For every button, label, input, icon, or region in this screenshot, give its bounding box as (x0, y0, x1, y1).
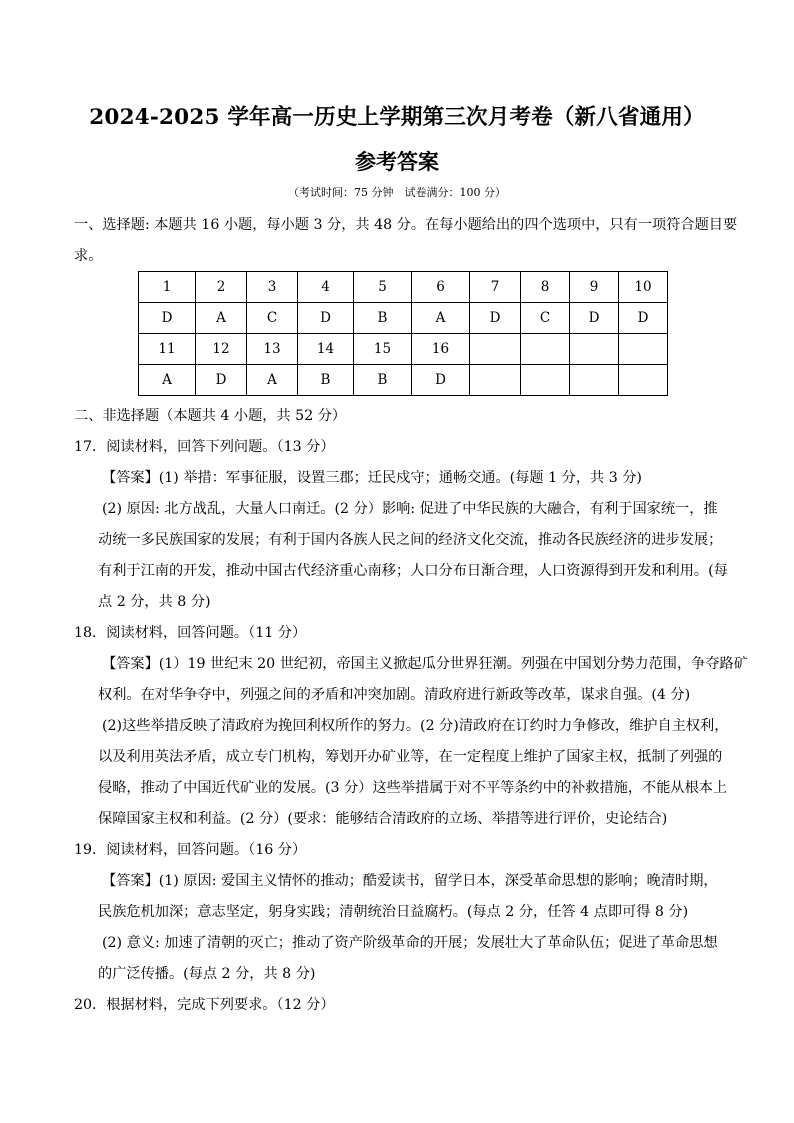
question-number-cell: 5 (354, 272, 412, 303)
question-number-cell (521, 334, 570, 365)
q18-answer-line: 保障国家主权和利益。(2 分）(要求：能够结合清政府的立场、举措等进行评价，史论结合) (98, 811, 668, 827)
question-number-cell: 14 (298, 334, 354, 365)
answer-cell: D (196, 365, 247, 396)
q17-answer-line: 【答案】(1) 举措：军事征服，设置三郡；迁民戍守；通畅交通。(每题 1 分，共 3 分) (102, 470, 642, 486)
question-number-cell (570, 334, 619, 365)
answer-cell: D (619, 303, 668, 334)
q19-question: 19．阅读材料，回答问题。（16 分） (74, 842, 307, 858)
q18-answer-line: 权利。在对华争夺中，列强之间的矛盾和冲突加剧。清政府进行新政等改革，谋求自强。(4 分) (98, 687, 691, 703)
question-number-cell: 9 (570, 272, 619, 303)
answer-table-row (139, 365, 668, 396)
answer-cell: A (139, 365, 196, 396)
q19-answer-line: 的广泛传播。(每点 2 分，共 8 分) (98, 966, 316, 982)
answer-cell: D (139, 303, 196, 334)
question-number-cell: 1 (139, 272, 196, 303)
answer-cell: D (412, 365, 470, 396)
q18-answer-line: 侵略，推动了中国近代矿业的发展。(3 分）这些举措属于对不平等条约中的补救措施，不能从根本上 (98, 780, 728, 796)
answer-cell: B (354, 365, 412, 396)
section1-intro-line: 求。 (74, 248, 103, 264)
answer-cell (619, 365, 668, 396)
section2-header: 二、非选择题（本题共 4 小题，共 52 分） (74, 408, 347, 424)
section2 (74, 401, 748, 1021)
q19-answer-line: (2) 意义: 加速了清朝的灭亡；推动了资产阶级革命的开展；发展壮大了革命队伍；促进了革命思想 (102, 935, 718, 951)
question-number-cell: 8 (521, 272, 570, 303)
q17-answer-line: 点 2 分，共 8 分) (98, 594, 211, 610)
question-number-cell: 11 (139, 334, 196, 365)
q18-answer-line: (2)这些举措反映了清政府为挽回利权所作的努力。(2 分)清政府在订约时力争修改，维护自主权利， (102, 718, 729, 734)
answer-table-row (139, 272, 668, 303)
answer-cell: D (470, 303, 521, 334)
question-number-cell: 10 (619, 272, 668, 303)
q17-answer-line: 动统一多民族国家的发展；有利于国内各族人民之间的经济文化交流，推动各民族经济的进步发展； (98, 532, 723, 548)
answer-cell: A (247, 365, 298, 396)
question-number-cell: 7 (470, 272, 521, 303)
q17-answer-line: 有利于江南的开发，推动中国古代经济重心南移；人口分布日渐合理，人口资源得到开发和利用。(每 (98, 563, 728, 579)
answer-cell: B (354, 303, 412, 334)
answer-table-row (139, 334, 668, 365)
question-number-cell: 6 (412, 272, 470, 303)
question-number-cell (619, 334, 668, 365)
q18-answer-line: 以及利用英法矛盾，成立专门机构，筹划开办矿业等，在一定程度上维护了国家主权，抵制了列强的 (98, 749, 723, 765)
answer-cell: C (521, 303, 570, 334)
answer-table (138, 271, 668, 396)
q18-answer-line: 【答案】(1）19 世纪末 20 世纪初，帝国主义掀起瓜分世界狂潮。列强在中国划分势力范围，争夺路矿 (102, 656, 748, 672)
page-subtitle: 参考答案 (355, 149, 439, 174)
question-number-cell: 13 (247, 334, 298, 365)
q20-question: 20．根据材料，完成下列要求。（12 分） (74, 997, 335, 1013)
question-number-cell: 4 (298, 272, 354, 303)
answer-cell: A (412, 303, 470, 334)
answer-cell: D (298, 303, 354, 334)
question-number-cell: 16 (412, 334, 470, 365)
question-number-cell: 12 (196, 334, 247, 365)
answer-cell (570, 365, 619, 396)
answer-table-row (139, 303, 668, 334)
answer-cell: B (298, 365, 354, 396)
answer-cell: D (570, 303, 619, 334)
q17-question: 17．阅读材料，回答下列问题。（13 分） (74, 439, 335, 455)
answer-cell: C (247, 303, 298, 334)
question-number-cell: 15 (354, 334, 412, 365)
question-number-cell: 2 (196, 272, 247, 303)
q17-answer-line: (2) 原因: 北方战乱，大量人口南迁。(2 分）影响: 促进了中华民族的大融合，有利于国家统一，推 (102, 501, 718, 517)
section1-intro (74, 210, 738, 272)
exam-info: （考试时间：75 分钟 试卷满分：100 分） (288, 186, 506, 199)
answer-cell (521, 365, 570, 396)
exam-title: 2024-2025 学年高一历史上学期第三次月考卷（新八省通用） (89, 105, 705, 130)
q19-answer-line: 民族危机加深；意志坚定，躬身实践；清朝统治日益腐朽。(每点 2 分，任答 4 点即可得 8 分) (98, 904, 689, 920)
question-number-cell (470, 334, 521, 365)
q18-question: 18．阅读材料，回答问题。（11 分） (74, 625, 307, 641)
question-number-cell: 3 (247, 272, 298, 303)
answer-cell (470, 365, 521, 396)
section1-intro-line: 一、选择题: 本题共 16 小题，每小题 3 分，共 48 分。在每小题给出的四个选项中，只有一项符合题目要 (74, 217, 738, 233)
q19-answer-line: 【答案】(1) 原因: 爱国主义情怀的推动；酷爱读书，留学日本，深受革命思想的影响；晚清时期， (102, 873, 718, 889)
answer-cell: A (196, 303, 247, 334)
